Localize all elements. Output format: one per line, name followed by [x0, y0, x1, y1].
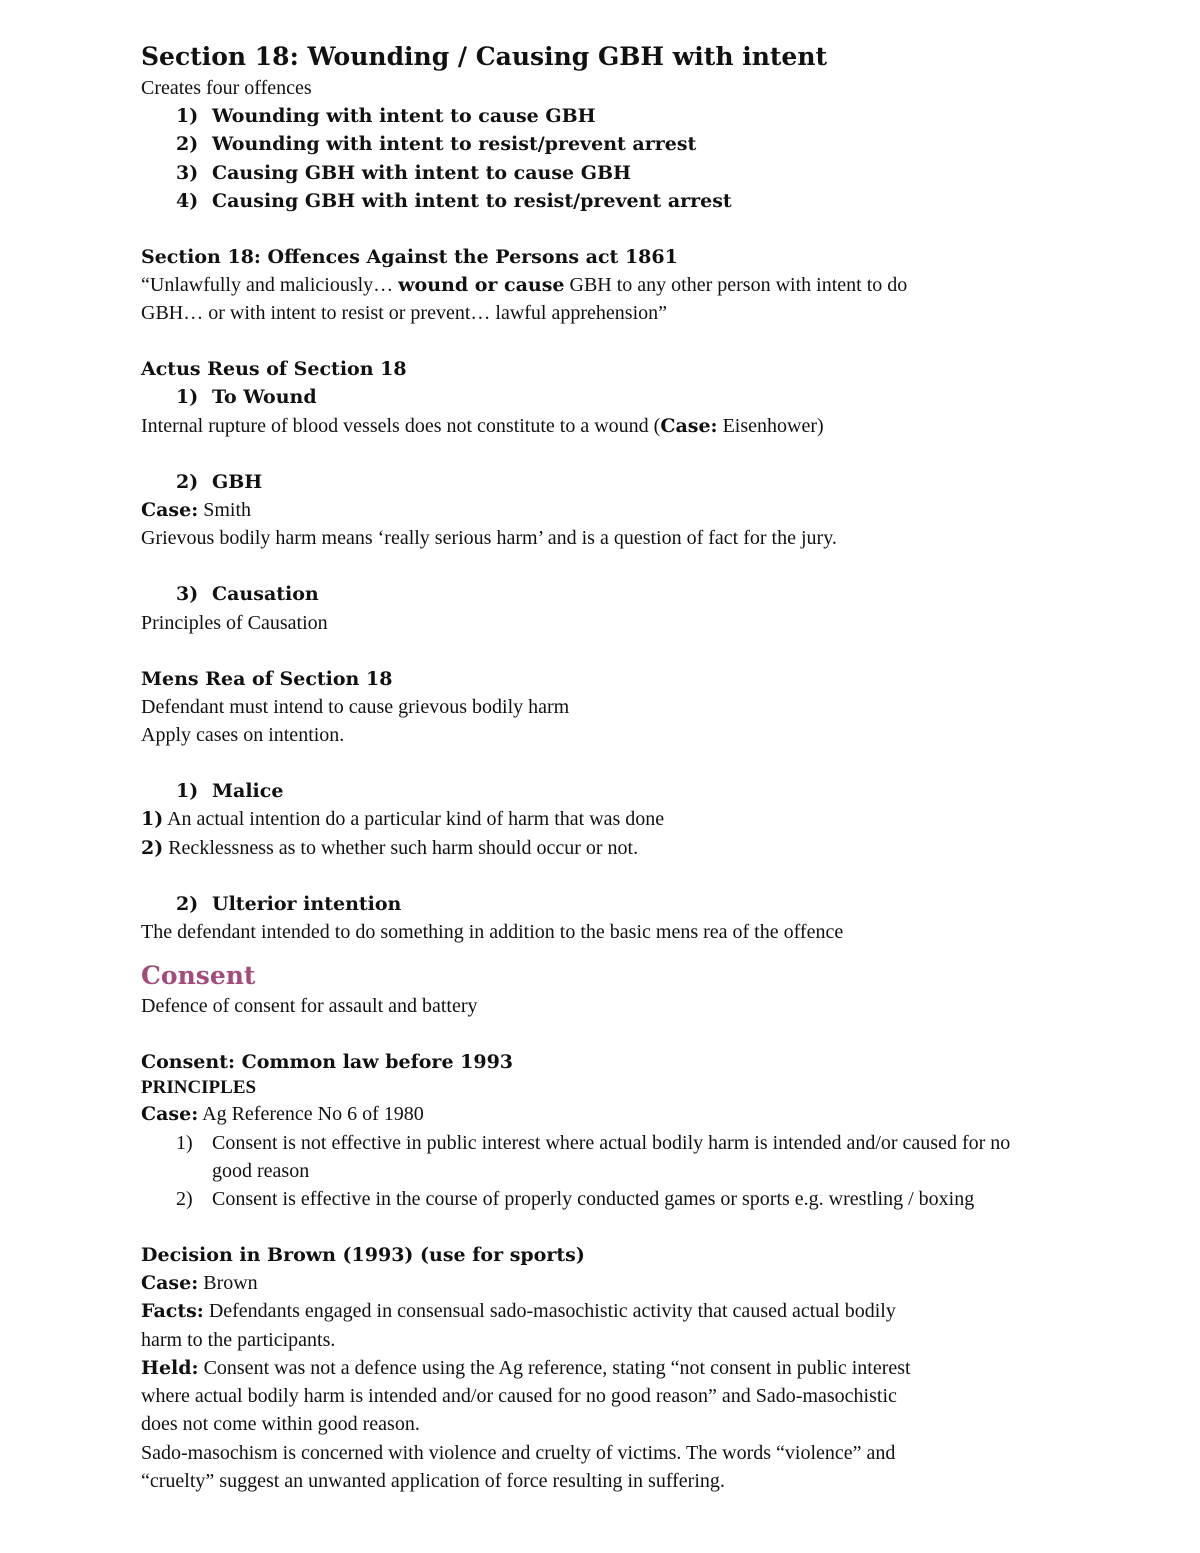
list-item: 3) Causing GBH with intent to cause GBH: [176, 161, 632, 184]
act-quote-line-1: “Unlawfully and maliciously… wound or cause GBH to any other person with intent to do: [141, 274, 908, 297]
brown-case: Case: Brown: [141, 1272, 258, 1295]
ag-reference-case: Case: Ag Reference No 6 of 1980: [141, 1103, 424, 1126]
causation-text: Principles of Causation: [141, 611, 328, 634]
list-item: 1) Consent is not effective in public interest where actual bodily harm is intended and/or caused for no good reason: [176, 1131, 1011, 1182]
ulterior-subheading: 2) Ulterior intention: [176, 892, 402, 915]
sado-line-1: Sado-masochism is concerned with violence and cruelty of victims. The words “violence” and: [141, 1441, 896, 1464]
causation-subheading-list: [141, 580, 1131, 608]
common-law-heading: Consent: Common law before 1993: [141, 1051, 514, 1074]
section-18-intro: Creates four offences: [141, 77, 312, 99]
list-item: 2) Consent is effective in the course of properly conducted games or sports e.g. wrestling / boxing: [176, 1188, 975, 1211]
wound-text: Internal rupture of blood vessels does not constitute to a wound (Case: Eisenhower): [141, 414, 824, 437]
section-18-title: Section 18: Wounding / Causing GBH with intent: [141, 42, 828, 71]
malice-point-2: 2) Recklessness as to whether such harm should occur or not.: [141, 836, 639, 859]
ulterior-text: The defendant intended to do something in addition to the basic mens rea of the offence: [141, 921, 844, 944]
consent-heading: Consent: [141, 961, 256, 991]
held-line-2: where actual bodily harm is intended and/or caused for no good reason” and Sado-masochistic: [141, 1385, 897, 1408]
actus-reus-heading: Actus Reus of Section 18: [141, 358, 407, 381]
causation-subheading: 3) Causation: [176, 583, 319, 606]
held-line-3: does not come within good reason.: [141, 1413, 420, 1436]
ulterior-subheading-list: [141, 890, 1131, 918]
list-item: 4) Causing GBH with intent to resist/prevent arrest: [176, 189, 732, 212]
gbh-subheading-list: [141, 468, 1131, 496]
wound-subheading-list: [141, 383, 1131, 411]
principles-list: [141, 1129, 1131, 1214]
mens-rea-line-2: Apply cases on intention.: [141, 724, 345, 747]
act-quote-line-2: GBH… or with intent to resist or prevent… lawful apprehension”: [141, 302, 667, 325]
held-line-1: Held: Consent was not a defence using the Ag reference, stating “not consent in public interest: [141, 1356, 911, 1379]
act-heading: Section 18: Offences Against the Persons act 1861: [141, 246, 678, 269]
sado-line-2: “cruelty” suggest an unwanted application of force resulting in suffering.: [141, 1469, 725, 1492]
mens-rea-line-1: Defendant must intend to cause grievous bodily harm: [141, 695, 570, 718]
malice-subheading: 1) Malice: [176, 780, 284, 803]
malice-subheading-list: [141, 777, 1131, 805]
wound-subheading: 1) To Wound: [176, 386, 317, 409]
offences-list: [141, 102, 1131, 215]
list-item: 1) Wounding with intent to cause GBH: [176, 105, 596, 128]
principles-label: PRINCIPLES: [141, 1077, 257, 1099]
brown-heading: Decision in Brown (1993) (use for sports): [141, 1244, 585, 1267]
consent-intro: Defence of consent for assault and battery: [141, 995, 478, 1018]
gbh-subheading: 2) GBH: [176, 470, 263, 493]
gbh-case: Case: Smith: [141, 499, 252, 522]
document-page: [141, 40, 1131, 1495]
mens-rea-heading: Mens Rea of Section 18: [141, 667, 393, 690]
facts-line-2: harm to the participants.: [141, 1328, 336, 1351]
list-item: 2) Wounding with intent to resist/prevent arrest: [176, 133, 697, 156]
malice-point-1: 1) An actual intention do a particular kind of harm that was done: [141, 808, 665, 831]
facts-line-1: Facts: Defendants engaged in consensual sado-masochistic activity that caused actual bodily: [141, 1300, 896, 1323]
gbh-text: Grievous bodily harm means ‘really serious harm’ and is a question of fact for the jury.: [141, 527, 837, 550]
